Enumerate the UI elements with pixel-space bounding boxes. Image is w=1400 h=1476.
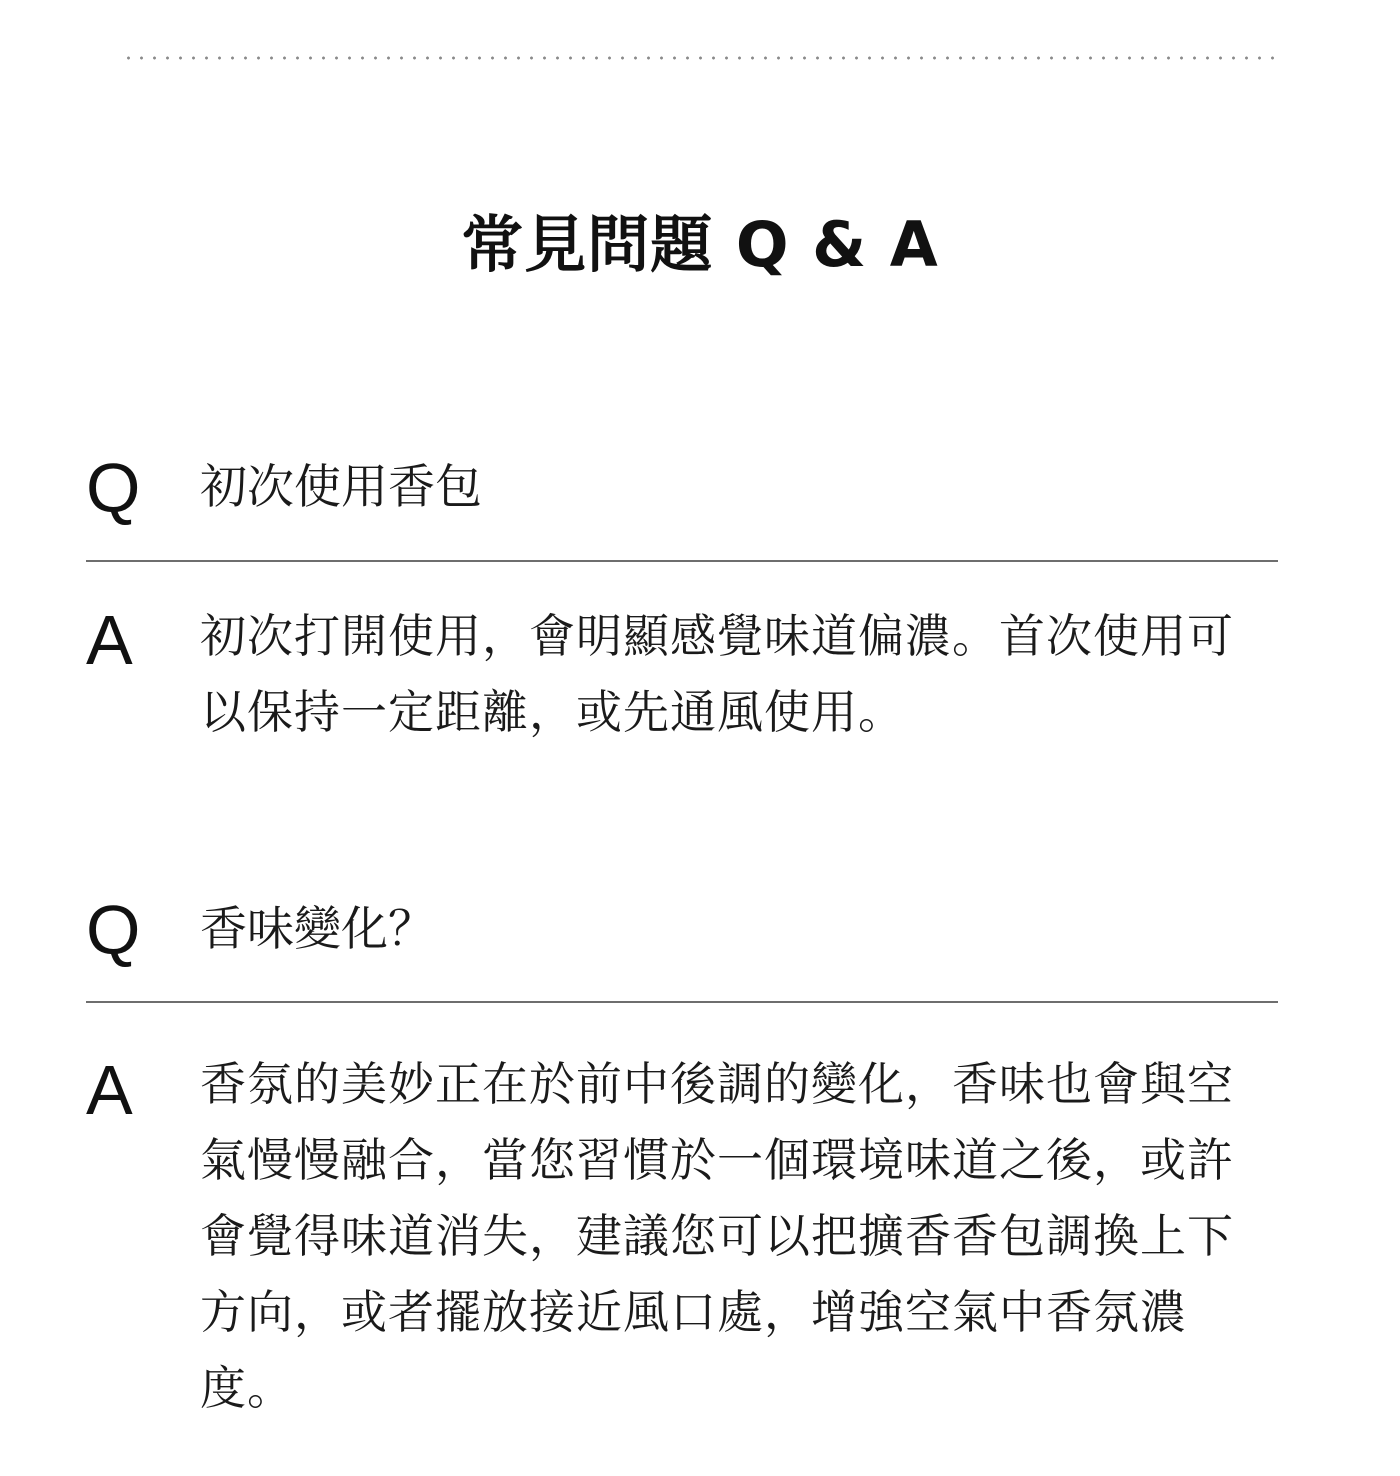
divider <box>86 560 1278 562</box>
answer-marker: A <box>86 1051 133 1129</box>
dotted-separator <box>122 56 1282 60</box>
question-marker: Q <box>86 891 141 969</box>
answer-marker: A <box>86 601 133 679</box>
question-text: 初次使用香包 <box>200 460 482 515</box>
question-marker: Q <box>86 449 141 527</box>
divider <box>86 1001 1278 1003</box>
page-title: 常見問題 Q & A <box>461 208 939 281</box>
question-text: 香味變化？ <box>200 902 435 957</box>
answer-text: 初次打開使用，會明顯感覺味道偏濃。首次使用可以保持一定距離，或先通風使用。 <box>200 609 1234 739</box>
answer-text: 香氛的美妙正在於前中後調的變化，香味也會與空氣慢慢融合，當您習慣於一個環境味道之後，或許會覺得味道消失，建議您可以把擴香香包調換上下方向，或者擺放接近風口處，增強空氣中香氛濃度。 <box>200 1057 1234 1415</box>
